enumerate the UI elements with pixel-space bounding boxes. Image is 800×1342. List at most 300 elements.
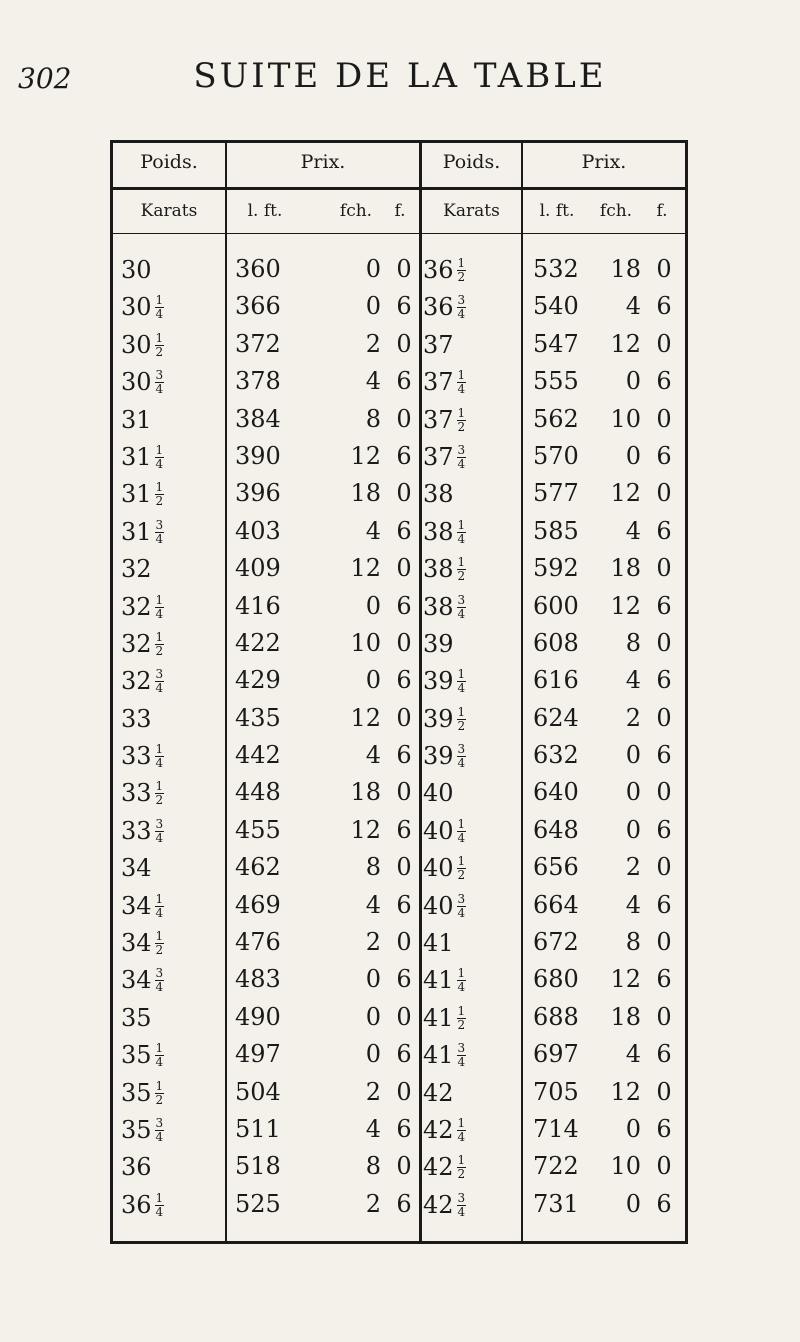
- weight-fraction: [457, 1192, 467, 1219]
- livres-cell: 632: [533, 741, 579, 770]
- fraction-numerator: 3: [457, 1041, 466, 1056]
- fraction-numerator: 1: [155, 1190, 164, 1205]
- weight-whole: 41: [423, 966, 454, 995]
- deniers-cell: 0: [396, 628, 412, 657]
- livres-cell: 562: [533, 404, 579, 433]
- sous-cell: 12: [610, 329, 641, 358]
- deniers-cell: 0: [396, 853, 412, 882]
- fraction-denominator: 2: [457, 718, 466, 733]
- fraction-numerator: 1: [155, 330, 164, 345]
- livres-cell: 722: [533, 1152, 579, 1181]
- livres-cell: 664: [533, 890, 579, 919]
- weight-fraction: [155, 743, 165, 770]
- livres-cell: 532: [533, 255, 579, 283]
- fraction-numerator: 1: [457, 555, 466, 570]
- sous-cell: 12: [350, 441, 381, 470]
- livres-cell: 731: [533, 1189, 579, 1218]
- sous-cell: 0: [625, 778, 641, 807]
- header-livres-right: l. ft.: [539, 201, 575, 221]
- livres-cell: 555: [533, 367, 579, 396]
- fraction-numerator: 3: [457, 742, 466, 757]
- fraction-denominator: 2: [457, 868, 466, 883]
- sous-cell: 10: [350, 628, 381, 657]
- weight-whole: 35: [121, 1041, 152, 1070]
- sous-cell: 0: [365, 591, 381, 620]
- header-deniers-right: f.: [656, 201, 668, 221]
- fraction-denominator: 4: [457, 1204, 466, 1219]
- weight-cell: [423, 887, 466, 925]
- deniers-cell: 6: [396, 1040, 412, 1069]
- livres-cell: 600: [533, 591, 579, 620]
- livres-cell: 416: [235, 591, 281, 620]
- weight-cell: [423, 1111, 466, 1149]
- weight-fraction: [457, 1154, 467, 1181]
- weight-cell: [423, 625, 454, 663]
- fraction-denominator: 2: [457, 270, 466, 284]
- weight-whole: 33: [121, 816, 152, 845]
- fraction-numerator: 1: [457, 256, 466, 270]
- livres-cell: 462: [235, 853, 281, 882]
- weight-whole: 42: [423, 1153, 454, 1182]
- fraction-denominator: 4: [155, 905, 164, 920]
- sous-cell: 0: [625, 1114, 641, 1143]
- weight-fraction: [155, 369, 165, 396]
- fraction-denominator: 4: [457, 756, 466, 771]
- fraction-denominator: 4: [457, 382, 466, 397]
- fraction-numerator: 1: [155, 929, 164, 944]
- table-row: [113, 662, 685, 699]
- fraction-numerator: 3: [155, 667, 164, 682]
- table-row: [113, 401, 685, 438]
- sous-cell: 0: [625, 741, 641, 770]
- weight-whole: 36: [121, 1153, 152, 1182]
- sous-cell: 12: [350, 703, 381, 732]
- livres-cell: 672: [533, 928, 579, 957]
- sous-cell: 10: [610, 1152, 641, 1181]
- fraction-denominator: 4: [457, 456, 466, 471]
- weight-fraction: [155, 594, 165, 621]
- livres-cell: 409: [235, 554, 281, 583]
- weight-whole: 40: [423, 779, 454, 808]
- weight-whole: 39: [423, 629, 454, 658]
- weight-whole: 33: [121, 742, 152, 771]
- weight-cell: [121, 1036, 164, 1074]
- livres-cell: 608: [533, 628, 579, 657]
- deniers-cell: 6: [656, 965, 672, 994]
- weight-cell: [423, 251, 466, 289]
- weight-cell: [423, 812, 466, 850]
- deniers-cell: 6: [396, 292, 412, 321]
- deniers-cell: 6: [656, 1040, 672, 1069]
- weight-cell: [121, 438, 164, 476]
- sous-cell: 8: [365, 404, 381, 433]
- weight-whole: 40: [423, 891, 454, 920]
- weight-cell: [121, 401, 152, 439]
- weight-cell: [121, 363, 164, 401]
- deniers-cell: 0: [656, 853, 672, 882]
- fraction-denominator: 4: [457, 606, 466, 621]
- weight-fraction: [457, 818, 467, 845]
- livres-cell: 697: [533, 1040, 579, 1069]
- deniers-cell: 0: [396, 928, 412, 957]
- weight-cell: [423, 737, 466, 775]
- weight-whole: 37: [423, 368, 454, 397]
- livres-cell: 372: [235, 329, 281, 358]
- weight-fraction: [155, 631, 165, 658]
- sous-cell: 0: [365, 965, 381, 994]
- table-row: [113, 625, 685, 662]
- weight-fraction: [457, 444, 467, 471]
- deniers-cell: 6: [396, 367, 412, 396]
- sous-cell: 4: [365, 367, 381, 396]
- livres-cell: 570: [533, 441, 579, 470]
- weight-fraction: [457, 294, 467, 321]
- fraction-denominator: 2: [155, 643, 164, 658]
- weight-cell: [423, 288, 466, 326]
- livres-cell: 592: [533, 554, 579, 583]
- deniers-cell: 6: [396, 1189, 412, 1218]
- weight-cell: [423, 700, 466, 738]
- weight-cell: [423, 924, 454, 962]
- fraction-numerator: 1: [155, 1078, 164, 1093]
- weight-cell: [423, 774, 454, 812]
- table-row: [113, 999, 685, 1036]
- fraction-denominator: 2: [457, 419, 466, 434]
- weight-cell: [121, 475, 164, 513]
- weight-whole: 35: [121, 1003, 152, 1032]
- deniers-cell: 0: [396, 404, 412, 433]
- fraction-numerator: 1: [155, 293, 164, 308]
- deniers-cell: 6: [396, 965, 412, 994]
- weight-cell: [121, 662, 164, 700]
- fraction-denominator: 4: [457, 980, 466, 995]
- weight-whole: 32: [121, 667, 152, 696]
- weight-cell: [423, 849, 466, 887]
- fraction-denominator: 4: [155, 382, 164, 397]
- table-row: [113, 475, 685, 512]
- sous-cell: 10: [610, 404, 641, 433]
- fraction-numerator: 3: [155, 966, 164, 981]
- weight-cell: [423, 961, 466, 999]
- livres-cell: 360: [235, 255, 281, 283]
- sous-cell: 18: [610, 554, 641, 583]
- livres-cell: 469: [235, 890, 281, 919]
- sous-cell: 18: [350, 778, 381, 807]
- weight-whole: 36: [423, 256, 454, 284]
- deniers-cell: 6: [656, 815, 672, 844]
- livres-cell: 540: [533, 292, 579, 321]
- fraction-denominator: 2: [457, 1167, 466, 1182]
- weight-fraction: [155, 1042, 165, 1069]
- livres-cell: 390: [235, 441, 281, 470]
- fraction-denominator: 4: [457, 1055, 466, 1070]
- weight-cell: [121, 288, 164, 326]
- deniers-cell: 6: [656, 741, 672, 770]
- livres-cell: 504: [235, 1077, 281, 1106]
- weight-whole: 41: [423, 929, 454, 958]
- weight-cell: [423, 438, 466, 476]
- fraction-numerator: 1: [155, 480, 164, 495]
- sous-cell: 2: [365, 329, 381, 358]
- sous-cell: 0: [625, 441, 641, 470]
- weight-cell: [121, 1148, 152, 1186]
- fraction-denominator: 4: [155, 830, 164, 845]
- fraction-numerator: 3: [155, 368, 164, 383]
- sous-cell: 2: [625, 853, 641, 882]
- deniers-cell: 0: [656, 255, 672, 283]
- weight-fraction: [155, 1117, 165, 1144]
- header-prix-left: Prix.: [300, 151, 346, 173]
- weight-whole: 30: [121, 293, 152, 322]
- livres-cell: 483: [235, 965, 281, 994]
- weight-fraction: [155, 294, 165, 321]
- weight-cell: [121, 326, 164, 364]
- weight-fraction: [155, 332, 165, 359]
- header-sous-right: fch.: [599, 201, 633, 221]
- header-sous-left: fch.: [339, 201, 373, 221]
- sous-cell: 2: [365, 928, 381, 957]
- weight-whole: 39: [423, 742, 454, 771]
- deniers-cell: 6: [656, 591, 672, 620]
- deniers-cell: 0: [396, 1077, 412, 1106]
- deniers-cell: 0: [396, 1002, 412, 1031]
- deniers-cell: 0: [656, 1152, 672, 1181]
- sous-cell: 4: [365, 741, 381, 770]
- deniers-cell: 0: [656, 329, 672, 358]
- header-poids-left: Poids.: [140, 151, 198, 173]
- sous-cell: 4: [625, 292, 641, 321]
- sous-cell: 2: [365, 1189, 381, 1218]
- table-row: [113, 251, 685, 288]
- fraction-numerator: 1: [457, 1115, 466, 1130]
- table-row: [113, 737, 685, 774]
- table-row: [113, 438, 685, 475]
- fraction-numerator: 1: [457, 517, 466, 532]
- table-row: [113, 1074, 685, 1111]
- fraction-denominator: 2: [155, 943, 164, 958]
- weight-cell: [121, 812, 164, 850]
- fraction-numerator: 3: [457, 592, 466, 607]
- weight-cell: [423, 513, 466, 551]
- deniers-cell: 6: [656, 292, 672, 321]
- fraction-numerator: 3: [457, 891, 466, 906]
- livres-cell: 577: [533, 479, 579, 508]
- fraction-denominator: 2: [155, 494, 164, 509]
- sous-cell: 18: [350, 479, 381, 508]
- weight-fraction: [155, 481, 165, 508]
- weight-fraction: [457, 407, 467, 434]
- fraction-denominator: 4: [457, 905, 466, 920]
- sous-cell: 18: [610, 1002, 641, 1031]
- page-number: 302: [18, 62, 72, 95]
- weight-whole: 42: [423, 1190, 454, 1219]
- livres-cell: 448: [235, 778, 281, 807]
- weight-fraction: [457, 706, 467, 733]
- sous-cell: 4: [365, 890, 381, 919]
- fraction-denominator: 4: [457, 681, 466, 696]
- price-table: [110, 140, 688, 1244]
- fraction-denominator: 4: [155, 681, 164, 696]
- weight-cell: [423, 662, 466, 700]
- livres-cell: 422: [235, 628, 281, 657]
- livres-cell: 366: [235, 292, 281, 321]
- table-row: [113, 588, 685, 625]
- fraction-numerator: 1: [457, 1003, 466, 1018]
- fraction-numerator: 1: [457, 1153, 466, 1168]
- weight-whole: 37: [423, 330, 454, 359]
- table-row: [113, 326, 685, 363]
- weight-whole: 37: [423, 442, 454, 471]
- fraction-denominator: 4: [155, 307, 164, 322]
- weight-cell: [121, 550, 152, 588]
- sous-cell: 0: [365, 1002, 381, 1031]
- weight-fraction: [155, 1192, 165, 1219]
- weight-whole: 33: [121, 704, 152, 733]
- header-karats-right: Karats: [443, 201, 500, 221]
- sous-cell: 0: [365, 1040, 381, 1069]
- weight-whole: 32: [121, 592, 152, 621]
- weight-cell: [423, 588, 466, 626]
- weight-whole: 40: [423, 816, 454, 845]
- weight-cell: [423, 326, 454, 364]
- fraction-denominator: 2: [155, 793, 164, 808]
- livres-cell: 640: [533, 778, 579, 807]
- header-prix-right: Prix.: [581, 151, 627, 173]
- weight-cell: [121, 774, 164, 812]
- deniers-cell: 6: [396, 890, 412, 919]
- weight-whole: 35: [121, 1078, 152, 1107]
- sous-cell: 0: [625, 1189, 641, 1218]
- table-row: [113, 774, 685, 811]
- livres-cell: 624: [533, 703, 579, 732]
- deniers-cell: 6: [656, 367, 672, 396]
- livres-cell: 384: [235, 404, 281, 433]
- fraction-numerator: 3: [457, 293, 466, 308]
- sous-cell: 4: [365, 516, 381, 545]
- weight-fraction: [155, 1080, 165, 1107]
- weight-whole: 41: [423, 1003, 454, 1032]
- fraction-numerator: 1: [155, 629, 164, 644]
- weight-whole: 34: [121, 854, 152, 883]
- livres-cell: 648: [533, 815, 579, 844]
- sous-cell: 0: [365, 292, 381, 321]
- deniers-cell: 6: [396, 741, 412, 770]
- fraction-numerator: 1: [155, 891, 164, 906]
- table-row: [113, 812, 685, 849]
- weight-cell: [121, 1186, 164, 1224]
- deniers-cell: 6: [396, 1114, 412, 1143]
- table-row: [113, 849, 685, 886]
- weight-cell: [121, 924, 164, 962]
- weight-whole: 31: [121, 442, 152, 471]
- livres-cell: 525: [235, 1189, 281, 1218]
- deniers-cell: 6: [396, 666, 412, 695]
- sous-cell: 12: [610, 591, 641, 620]
- fraction-denominator: 2: [457, 569, 466, 584]
- table-row: [113, 550, 685, 587]
- sous-cell: 12: [350, 815, 381, 844]
- livres-cell: 714: [533, 1114, 579, 1143]
- weight-whole: 40: [423, 854, 454, 883]
- weight-fraction: [155, 893, 165, 920]
- table-row: [113, 1036, 685, 1073]
- weight-whole: 30: [121, 330, 152, 359]
- sous-cell: 4: [625, 666, 641, 695]
- deniers-cell: 6: [396, 441, 412, 470]
- weight-fraction: [457, 257, 467, 284]
- weight-cell: [121, 999, 152, 1037]
- weight-fraction: [457, 743, 467, 770]
- deniers-cell: 0: [396, 329, 412, 358]
- fraction-denominator: 4: [155, 456, 164, 471]
- deniers-cell: 0: [656, 1077, 672, 1106]
- livres-cell: 490: [235, 1002, 281, 1031]
- weight-whole: 37: [423, 405, 454, 434]
- fraction-denominator: 2: [457, 1017, 466, 1032]
- deniers-cell: 6: [396, 815, 412, 844]
- fraction-denominator: 4: [457, 1129, 466, 1144]
- fraction-numerator: 1: [457, 704, 466, 719]
- fraction-denominator: 4: [155, 606, 164, 621]
- weight-whole: 42: [423, 1078, 454, 1107]
- weight-whole: 39: [423, 704, 454, 733]
- fraction-numerator: 3: [457, 442, 466, 457]
- table-row: [113, 700, 685, 737]
- deniers-cell: 6: [656, 441, 672, 470]
- weight-whole: 32: [121, 629, 152, 658]
- sous-cell: 4: [625, 1040, 641, 1069]
- weight-whole: 34: [121, 966, 152, 995]
- livres-cell: 403: [235, 516, 281, 545]
- fraction-numerator: 1: [155, 779, 164, 794]
- livres-cell: 442: [235, 741, 281, 770]
- weight-cell: [121, 625, 164, 663]
- sous-cell: 2: [365, 1077, 381, 1106]
- fraction-denominator: 4: [155, 1129, 164, 1144]
- weight-fraction: [457, 1042, 467, 1069]
- weight-fraction: [457, 855, 467, 882]
- deniers-cell: 0: [396, 255, 412, 283]
- deniers-cell: 6: [656, 666, 672, 695]
- weight-whole: 38: [423, 555, 454, 584]
- livres-cell: 378: [235, 367, 281, 396]
- header-deniers-left: f.: [394, 201, 406, 221]
- weight-whole: 33: [121, 779, 152, 808]
- deniers-cell: 6: [656, 890, 672, 919]
- weight-fraction: [155, 519, 165, 546]
- weight-fraction: [457, 967, 467, 994]
- sous-cell: 8: [365, 1152, 381, 1181]
- fraction-denominator: 4: [457, 830, 466, 845]
- weight-fraction: [457, 893, 467, 920]
- livres-cell: 705: [533, 1077, 579, 1106]
- weight-whole: 34: [121, 891, 152, 920]
- weight-whole: 34: [121, 929, 152, 958]
- fraction-numerator: 1: [457, 405, 466, 420]
- weight-whole: 38: [423, 517, 454, 546]
- weight-fraction: [457, 556, 467, 583]
- fraction-numerator: 1: [457, 854, 466, 869]
- weight-cell: [423, 999, 466, 1037]
- livres-cell: 547: [533, 329, 579, 358]
- weight-cell: [121, 1111, 164, 1149]
- sous-cell: 18: [610, 255, 641, 283]
- sous-cell: 2: [625, 703, 641, 732]
- fraction-denominator: 4: [155, 1055, 164, 1070]
- fraction-numerator: 1: [155, 442, 164, 457]
- weight-fraction: [457, 519, 467, 546]
- weight-fraction: [457, 1005, 467, 1032]
